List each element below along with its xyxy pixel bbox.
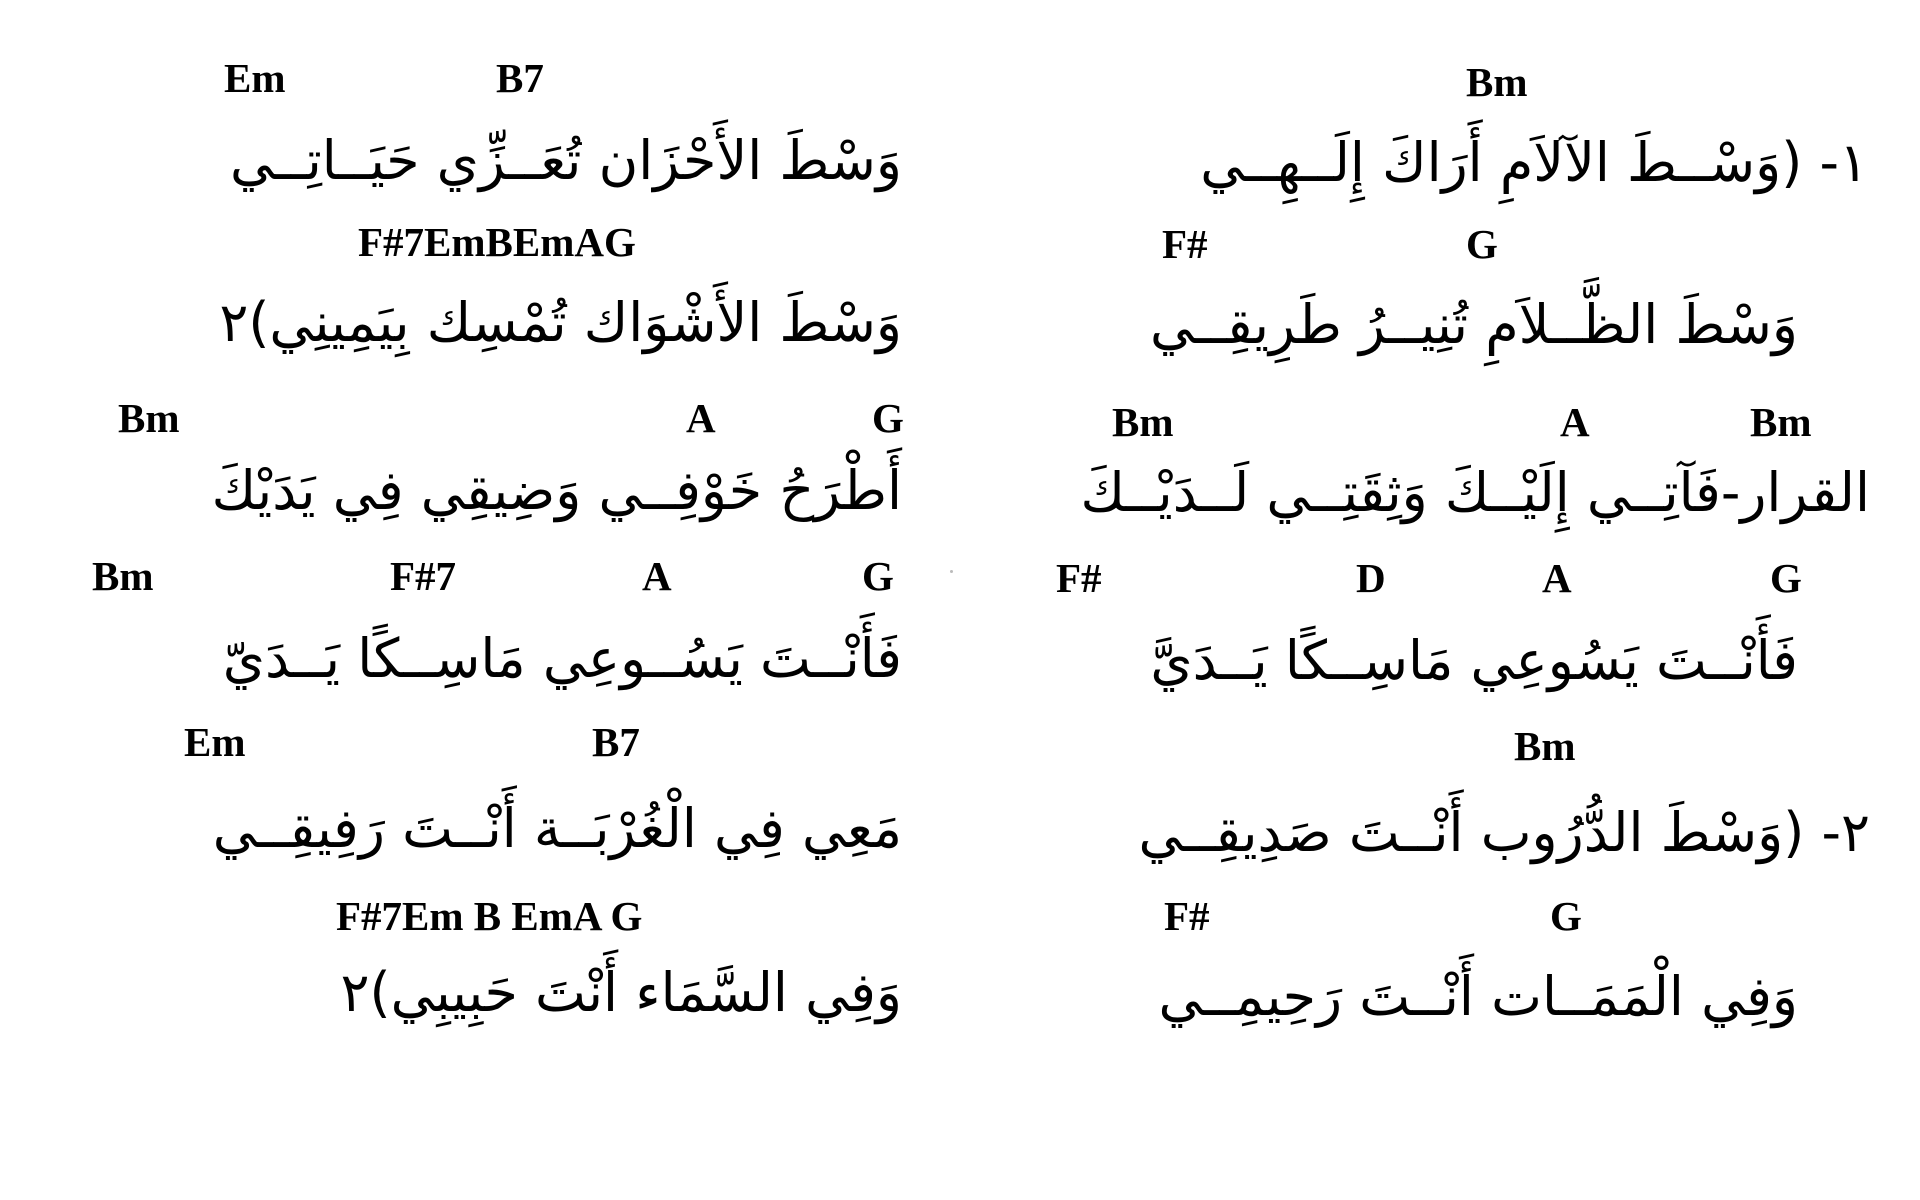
chord-label: B7 <box>592 719 640 765</box>
chord-label: F# <box>1056 555 1102 601</box>
chord-label: Bm <box>1466 59 1528 105</box>
chord-label: A <box>686 395 716 441</box>
lyric-line: أَطْرَحُ خَوْفِــي وَضِيقِي فِي يَدَيْكَ <box>211 459 902 522</box>
scan-speck <box>950 570 953 573</box>
chord-label: G <box>1550 893 1582 939</box>
lyric-line: وَفِي السَّمَاء أَنْتَ حَبِيبِي)٢ <box>340 961 902 1024</box>
chord-label: F# <box>1162 221 1208 267</box>
chord-label: G <box>1770 555 1802 601</box>
chord-label: D <box>1356 555 1386 601</box>
lyric-line: فَأَنْــتَ يَسُوعِي مَاسِــكًا يَــدَيَّ <box>1150 629 1798 692</box>
lyric-line: وَسْطَ الأَحْزَان تُعَــزِّي حَيَــاتِــي <box>230 129 902 192</box>
lyric-line: وَسْطَ الظَّــلاَمِ تُنِيــرُ طَرِيقِــي <box>1150 293 1798 356</box>
chord-label: Em <box>184 719 246 765</box>
chord-label: Bm <box>1514 723 1576 769</box>
chord-label: F#7Em B EmA G <box>336 893 643 939</box>
lyric-line: القرار-فَآتِــي إِلَيْــكَ وَثِقَتِــي لَــدَيْــكَ <box>1080 461 1870 524</box>
chord-label: Bm <box>92 553 154 599</box>
chord-label: A <box>642 553 672 599</box>
lyric-line: ١- (وَسْــطَ الآلاَمِ أَرَاكَ إِلَــهِــي <box>1200 131 1868 194</box>
lyric-line: ٢- (وَسْطَ الدُّرُوب أَنْــتَ صَدِيقِــي <box>1138 801 1870 864</box>
lyric-line: مَعِي فِي الْغُرْبَــة أَنْــتَ رَفِيقِــي <box>212 797 902 860</box>
chord-label: Bm <box>118 395 180 441</box>
lyric-line: وَسْطَ الأَشْوَاك تُمْسِك بِيَمِينِي)٢ <box>219 291 902 354</box>
chord-label: B7 <box>496 55 544 101</box>
lyric-line: وَفِي الْمَمَــات أَنْــتَ رَحِيمِــي <box>1158 965 1798 1028</box>
lyric-line: فَأَنْــتَ يَسُــوعِي مَاسِــكًا يَــدَيّ <box>222 627 902 690</box>
chord-label: A <box>1542 555 1572 601</box>
chord-label: F# <box>1164 893 1210 939</box>
chord-label: A <box>1560 399 1590 445</box>
chord-label: Bm <box>1750 399 1812 445</box>
chord-label: F#7EmBEmAG <box>358 219 636 265</box>
chord-label: F#7 <box>390 553 457 599</box>
chord-label: Bm <box>1112 399 1174 445</box>
chord-label: Em <box>224 55 286 101</box>
chord-label: G <box>862 553 894 599</box>
chord-label: G <box>872 395 904 441</box>
chord-label: G <box>1466 221 1498 267</box>
